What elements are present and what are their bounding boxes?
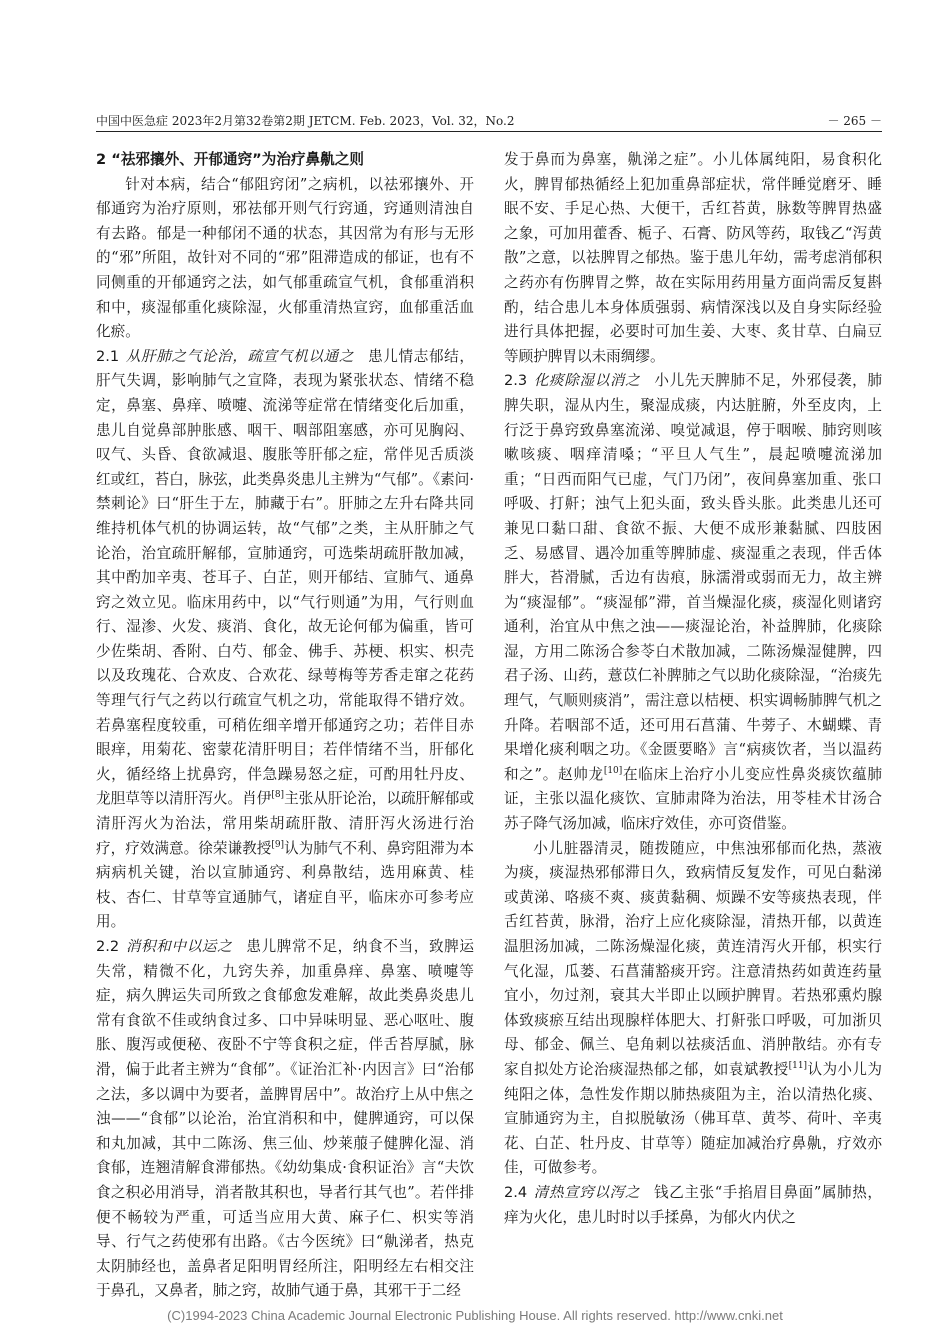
citation-10: [10] xyxy=(603,765,623,776)
section-2-title: 2 “祛邪攘外、开郁通窍”为治疗鼻鼽之则 xyxy=(96,151,364,168)
citation-11: [11] xyxy=(788,1061,808,1072)
subsection-2-2-title: 消积和中以运之 xyxy=(125,938,233,955)
subsection-2-1-text: 患儿情志郁结，肝气失调，影响肺气之宣降，表现为紧张状态、情绪不稳定，鼻塞、鼻痒、喷嚏、流涕等症常在情绪变化后加重，患儿自觉鼻部肿胀感、咽干、咽部阻塞感，亦可见胸闷、叹气、头昏、食欲减退、腹胀等肝郁之症，常伴见舌质淡红或红，苔白，脉弦，此类鼻炎患儿主辨为“气郁”。《素问·禁刺论》曰“肝生于左，肺藏于右”。肝肺之左升右降共同维持机体气机的协调运转，故“气郁”之类，主从肝肺之气论治，治宜疏肝解郁，宣肺通窍，可选柴胡疏肝散加减，其中酌加辛夷、苍耳子、白芷，则开郁结、宣肺气、通鼻窍之效立见。临床用药中，以“气行则通”为用，气行则血行、湿渗、火发、痰消、食化，故无论何郁为偏重，皆可少佐柴胡、香附、白芍、郁金、佛手、苏梗、枳实、枳壳以及玫瑰花、合欢皮、合欢花、绿萼梅等芳香走窜之花药等理气行气之药以行疏宣气机之功，常能取得不错疗效。若鼻塞程度较重，可稍佐细辛增开郁通窍之功；若伴目赤眼痒，用菊花、密蒙花清肝明目；若伴情绪不当，肝郁化火，循经络上扰鼻窍，伴急躁易怒之症，可酌用牡丹皮、龙胆草等以清肝泻火。肖伊 xyxy=(96,347,474,808)
subsection-2-2-number: 2.2 xyxy=(96,938,120,955)
subsection-2-3-para2-text: 小儿脏器清灵，随拨随应，中焦浊邪郁而化热，蒸液为痰，痰湿热邪郁滞日久，致病情反复发作，可见白黏涕或黄涕、咯痰不爽、痰黄黏稠、烦躁不安等痰热表现，伴舌红苔黄，脉滑，治疗上应化痰除湿，清热开郁，以黄连温胆汤加减，二陈汤燥湿化痰，黄连清泻火开郁，枳实行气化湿，瓜蒌、石菖蒲豁痰开窍。注意清热药如黄连药量宜小，勿过剂，衰其大半即止以顾护脾胃。若热邪熏灼腺体致痰瘀互结出现腺样体肥大、打鼾张口呼吸，可加浙贝母、郁金、佩兰、皂角刺以祛痰活血、消肿散结。亦有专家自拟处方论治痰湿热郁之郁，如袁斌教授 xyxy=(504,839,882,1078)
page-number: － 265 － xyxy=(827,114,882,128)
citation-9: [9] xyxy=(271,839,285,850)
subsection-2-4-text: 钱乙主张“手掐眉目鼻面”属肺热，痒为火化，患儿时时以手揉鼻，为郁火内伏之 xyxy=(504,1183,882,1226)
subsection-2-2-text: 患儿脾常不足，纳食不当，致脾运失常，精微不化，九窍失养，加重鼻痒、鼻塞、喷嚏等症，病久脾运失司所致之食郁愈发难解，故此类鼻炎患儿常有食欲不佳或纳食过多、口中异味明显、恶心呕吐、腹胀、腹泻或便秘、夜卧不宁等食积之症，伴舌苔厚腻，脉滑，偏于此者主辨为“食郁”。《证治汇补·内因言》曰“治郁之法，多以调中为要者，盖脾胃居中”。故治疗上从中焦之浊——“食郁”以论治，治宜消积和中，健脾通窍，可以保和丸加减，其中二陈汤、焦三仙、炒莱菔子健脾化湿、消食郁，连翘清解食滞郁热。《幼幼集成·食积证治》言“夫饮食之积必用消导，消者散其积也，导者行其气也”。若伴排便不畅较为严重，可适当应用大黄、麻子仁、枳实等消导、行气之药使邪有出路。《古今医统》曰“鼽涕者，热克太阴肺经也，盖鼻者足阳明胃经所注，阳明经左右相交注于鼻孔，又鼻者，肺之窍，故肺气通于鼻，其邪干于二经 xyxy=(96,938,474,1300)
subsection-2-1-text-cont: 主张从肝论治，以疏肝解郁或清肝泻火为治法，常用柴胡疏肝散、清肝泻火汤进行治疗，疗效满意。徐荣谦教授 xyxy=(96,790,474,857)
subsection-2-3-text-cont: 在临床上治疗小儿变应性鼻炎痰饮蕴肺证，主张以温化痰饮、宣肺肃降为治法，用苓桂术甘汤合苏子降气汤加减，临床疗效佳，亦可资借鉴。 xyxy=(504,765,882,833)
subsection-2-3-title: 化痰除湿以消之 xyxy=(533,372,641,390)
journal-header: 中国中医急症 2023年2月第32卷第2期 JETCM. Feb. 2023，Vol. 32，No.2 xyxy=(96,114,515,128)
subsection-2-2 xyxy=(96,935,474,1304)
subsection-2-3 xyxy=(504,369,882,836)
citation-8: [8] xyxy=(271,790,285,801)
subsection-2-1 xyxy=(96,345,474,935)
copyright-footer: (C)1994-2023 China Academic Journal Electronic Publishing House. All rights reserved. http://www.cnki.net xyxy=(167,1308,783,1323)
subsection-2-3-paragraph-2 xyxy=(504,837,882,1181)
subsection-2-3-para2-end: 认为小儿为纯阳之体，急性发作期以肺热痰阻为主，治以清热化痰、宣肺通窍为主，自拟脱敏汤（佛耳草、黄芩、荷叶、辛夷花、白芷、牡丹皮、甘草等）随症加减治疗鼻鼽，疗效亦佳，可做参考。 xyxy=(504,1060,882,1177)
subsection-2-1-number: 2.1 xyxy=(96,347,120,365)
subsection-2-4 xyxy=(504,1181,882,1230)
header-rule xyxy=(96,131,882,132)
subsection-2-1-title: 从肝肺之气论治，疏宣气机以通之 xyxy=(125,347,355,365)
right-column xyxy=(504,148,882,1230)
subsection-2-3-number: 2.3 xyxy=(504,372,528,390)
subsection-2-3-text: 小儿先天脾肺不足，外邪侵袭，肺脾失职，湿从内生，聚湿成痰，内达脏腑，外至皮肉，上行泛于鼻窍致鼻塞流涕、嗅觉减退，停于咽喉、肺窍则咳嗽咳痰、咽痒清嗓；“平旦人气生”，晨起喷嚏流涕加重；“日西而阳气已虚，气门乃闭”，夜间鼻塞加重、张口呼吸、打鼾；浊气上犯头面，致头昏头胀。此类患儿还可兼见口黏口甜、食欲不振、大便不成形兼黏腻、四肢困乏、易感冒、遇冷加重等脾肺虚、痰湿重之表现，伴舌体胖大，苔滑腻，舌边有齿痕，脉濡滑或弱而无力，故主辨为“痰湿郁”。“痰湿郁”滞，首当燥湿化痰，痰湿化则诸窍通利，治宜从中焦之浊——痰湿论治，补益脾肺，化痰除湿，方用二陈汤合参苓白术散加减，二陈汤燥湿健脾，四君子汤、山药，薏苡仁补脾肺之气以助化痰除湿，“治痰先理气，气顺则痰消”，需注意以桔梗、枳实调畅肺脾气机之升降。若咽部不适，还可用石菖蒲、牛蒡子、木蝴蝶、青果增化痰利咽之功。《金匮要略》言“病痰饮者，当以温药和之”。赵帅龙 xyxy=(504,372,882,783)
subsection-2-4-title: 清热宣窍以泻之 xyxy=(533,1183,641,1201)
subsection-2-1-text-end: 认为肺气不利、鼻窍阻滞为本病病机关键，治以宣肺通窍、利鼻散结，选用麻黄、桂枝、杏仁、甘草等宣通肺气，诸症自平，临床亦可参考应用。 xyxy=(96,839,474,931)
section-2-intro: 针对本病，结合“郁阻窍闭”之病机，以祛邪攘外、开郁通窍为治疗原则，邪祛郁开则气行窍通，窍通则清浊自有去路。郁是一种郁闭不通的状态，其因常为有形与无形的“邪”所阻，故针对不同的“邪”阻滞造成的郁证，也有不同侧重的开郁通窍之法，如气郁重疏宣气机，食郁重消积和中，痰湿郁重化痰除湿，火郁重清热宣窍，血郁重活血化瘀。 xyxy=(96,175,474,341)
subsection-2-2-continued: 发于鼻而为鼻塞，鼽涕之症”。小儿体属纯阳，易食积化火，脾胃郁热循经上犯加重鼻部症状，常伴睡觉磨牙、睡眠不安、手足心热、大便干，舌红苔黄，脉数等脾胃热盛之象，可加用藿香、栀子、石膏、防风等药，取钱乙“泻黄散”之意，以祛脾胃之郁热。鉴于患儿年幼，需考虑消郁积之药亦有伤脾胃之弊，故在实际用药用量方面尚需反复斟酌，结合患儿本身体质强弱、病情深浅以及自身实际经验进行具体把握，必要时可加生姜、大枣、炙甘草、白扁豆等顾护脾胃以未雨绸缪。 xyxy=(504,151,882,365)
subsection-2-4-number: 2.4 xyxy=(504,1183,528,1201)
left-column xyxy=(96,148,474,1304)
